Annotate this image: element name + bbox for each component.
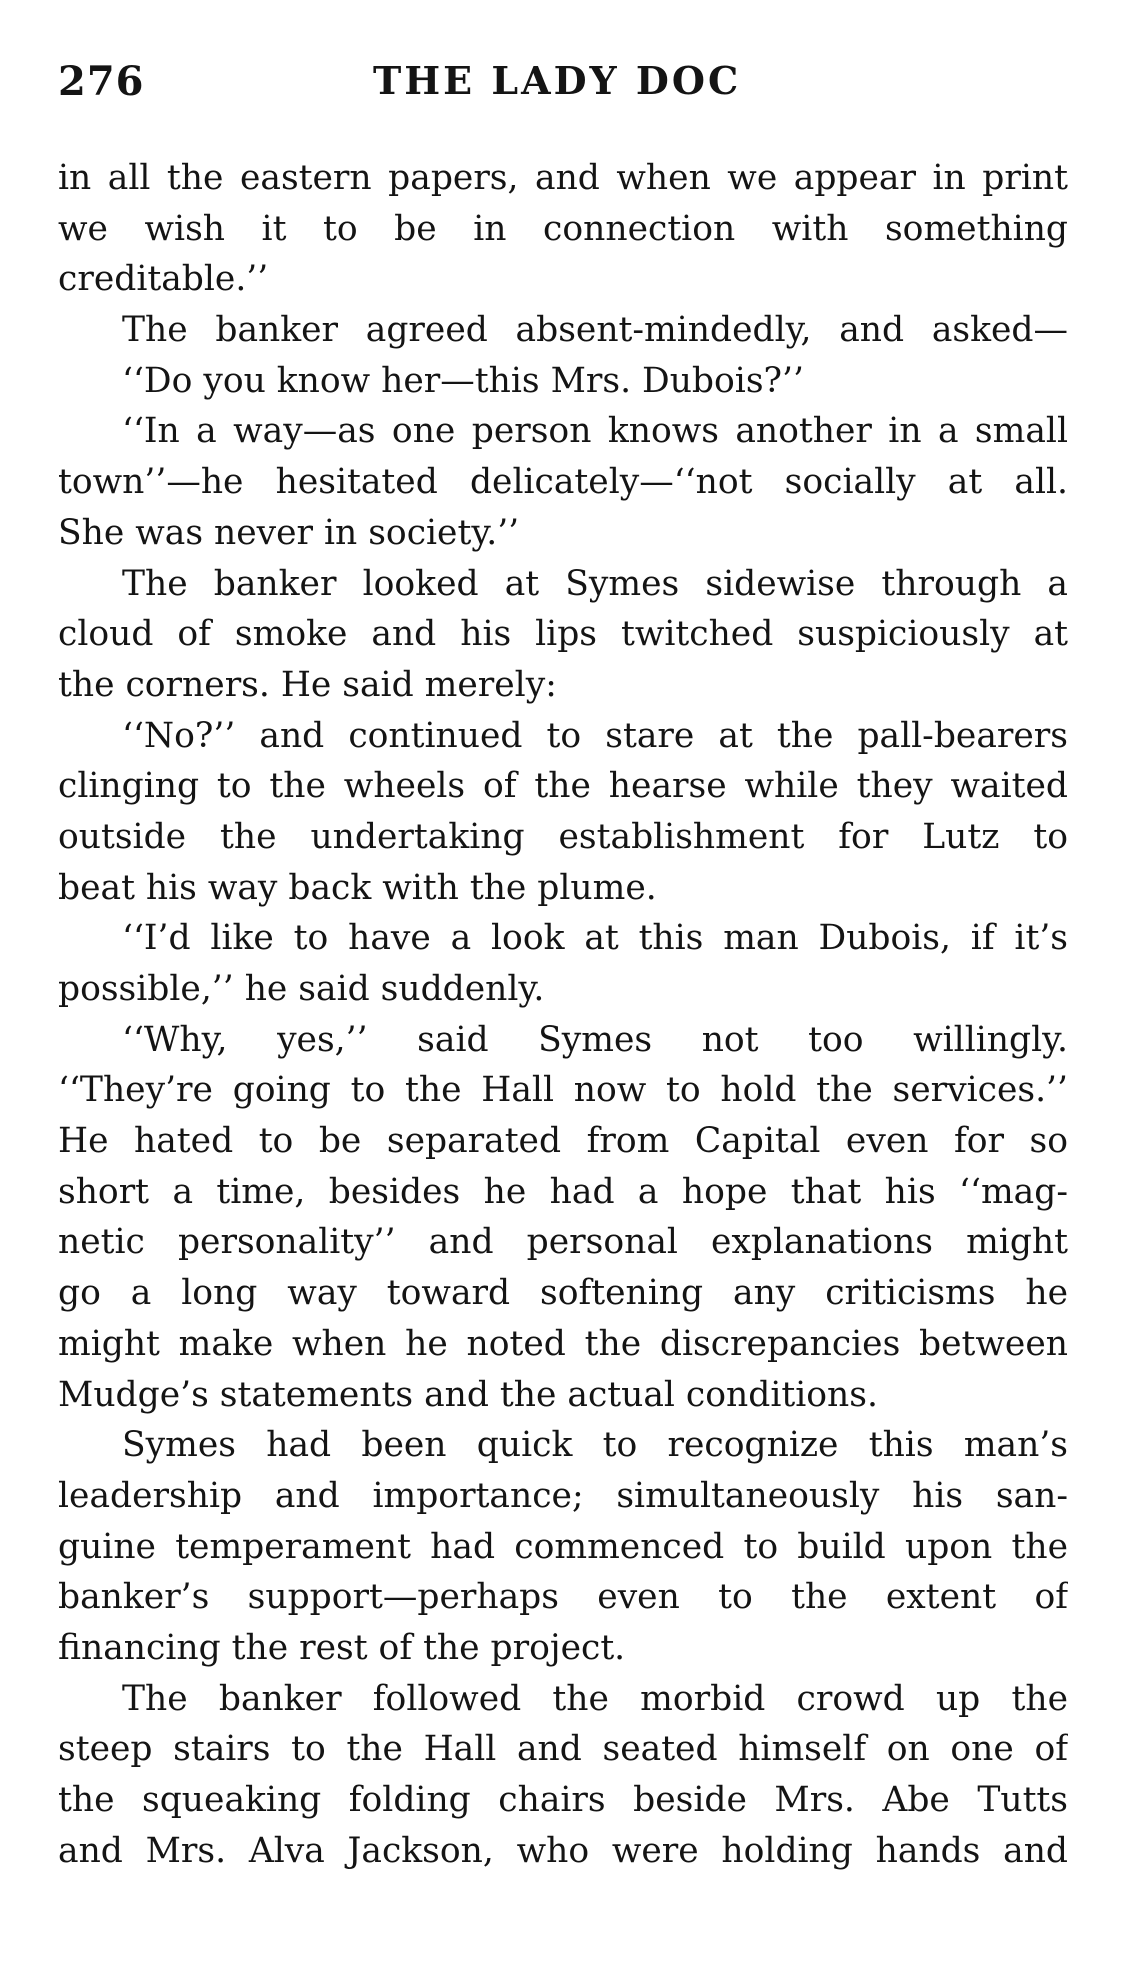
text-line: outside the undertaking establishment for Lutz to (58, 816, 1068, 857)
text-line: He hated to be separated from Capital even for so (58, 1121, 1068, 1162)
text-line: ‘‘No?’’ and continued to stare at the pall-bearers (122, 715, 1068, 756)
text-line: short a time, besides he had a hope that his ‘‘mag- (58, 1171, 1068, 1212)
text-line: possible,’’ he said suddenly. (58, 969, 545, 1009)
text-line: netic personality’’ and personal explanations might (58, 1222, 1068, 1263)
text-line: financing the rest of the project. (58, 1627, 626, 1668)
text-line: creditable.’’ (58, 259, 269, 300)
text-line: steep stairs to the Hall and seated himself on one of (58, 1729, 1068, 1770)
text-line: and Mrs. Alva Jackson, who were holding hands and (58, 1830, 1068, 1871)
text-line: town’’—he hesitated delicately—‘‘not socially at all. (58, 462, 1068, 503)
text-line: cloud of smoke and his lips twitched suspiciously at (58, 614, 1068, 655)
text-line: ‘‘In a way—as one person knows another in a small (122, 411, 1068, 452)
text-line: guine temperament had commenced to build upon the (58, 1526, 1068, 1567)
text-line: beat his way back with the plume. (58, 867, 657, 908)
text-line: She was never in society.’’ (58, 512, 520, 553)
text-line: might make when he noted the discrepancies between (58, 1323, 1068, 1364)
text-line: we wish it to be in connection with something (58, 208, 1068, 249)
text-line: the corners. He said merely: (58, 664, 557, 705)
text-line: The banker looked at Symes sidewise through a (122, 563, 1068, 604)
text-line: clinging to the wheels of the hearse while they waited (58, 766, 1068, 807)
text-line: banker’s support—perhaps even to the extent of (58, 1577, 1068, 1618)
text-line: in all the eastern papers, and when we appear in print (58, 158, 1068, 198)
text-line: Mudge’s statements and the actual conditions. (58, 1374, 878, 1415)
page-header (58, 58, 1068, 118)
text-line: the squeaking folding chairs beside Mrs. Abe Tutts (58, 1780, 1068, 1820)
text-line: ‘‘I’d like to have a look at this man Dubois, if it’s (122, 918, 1068, 959)
text-line: ‘‘They’re going to the Hall now to hold the services.’’ (58, 1070, 1068, 1111)
text-line: The banker followed the morbid crowd up the (122, 1678, 1068, 1719)
page-number: 276 (58, 58, 145, 105)
text-line: ‘‘Do you know her—this Mrs. Dubois?’’ (122, 360, 804, 401)
text-line: Symes had been quick to recognize this man’s (122, 1425, 1068, 1466)
running-head-title: THE LADY DOC (373, 58, 742, 103)
text-line: ‘‘Why, yes,’’ said Symes not too willingly. (122, 1019, 1068, 1060)
text-line: The banker agreed absent-mindedly, and asked— (122, 310, 1068, 351)
text-line: leadership and importance; simultaneously his san- (58, 1475, 1068, 1516)
body-text (58, 153, 1068, 1876)
text-line: go a long way toward softening any criticisms he (58, 1273, 1068, 1314)
